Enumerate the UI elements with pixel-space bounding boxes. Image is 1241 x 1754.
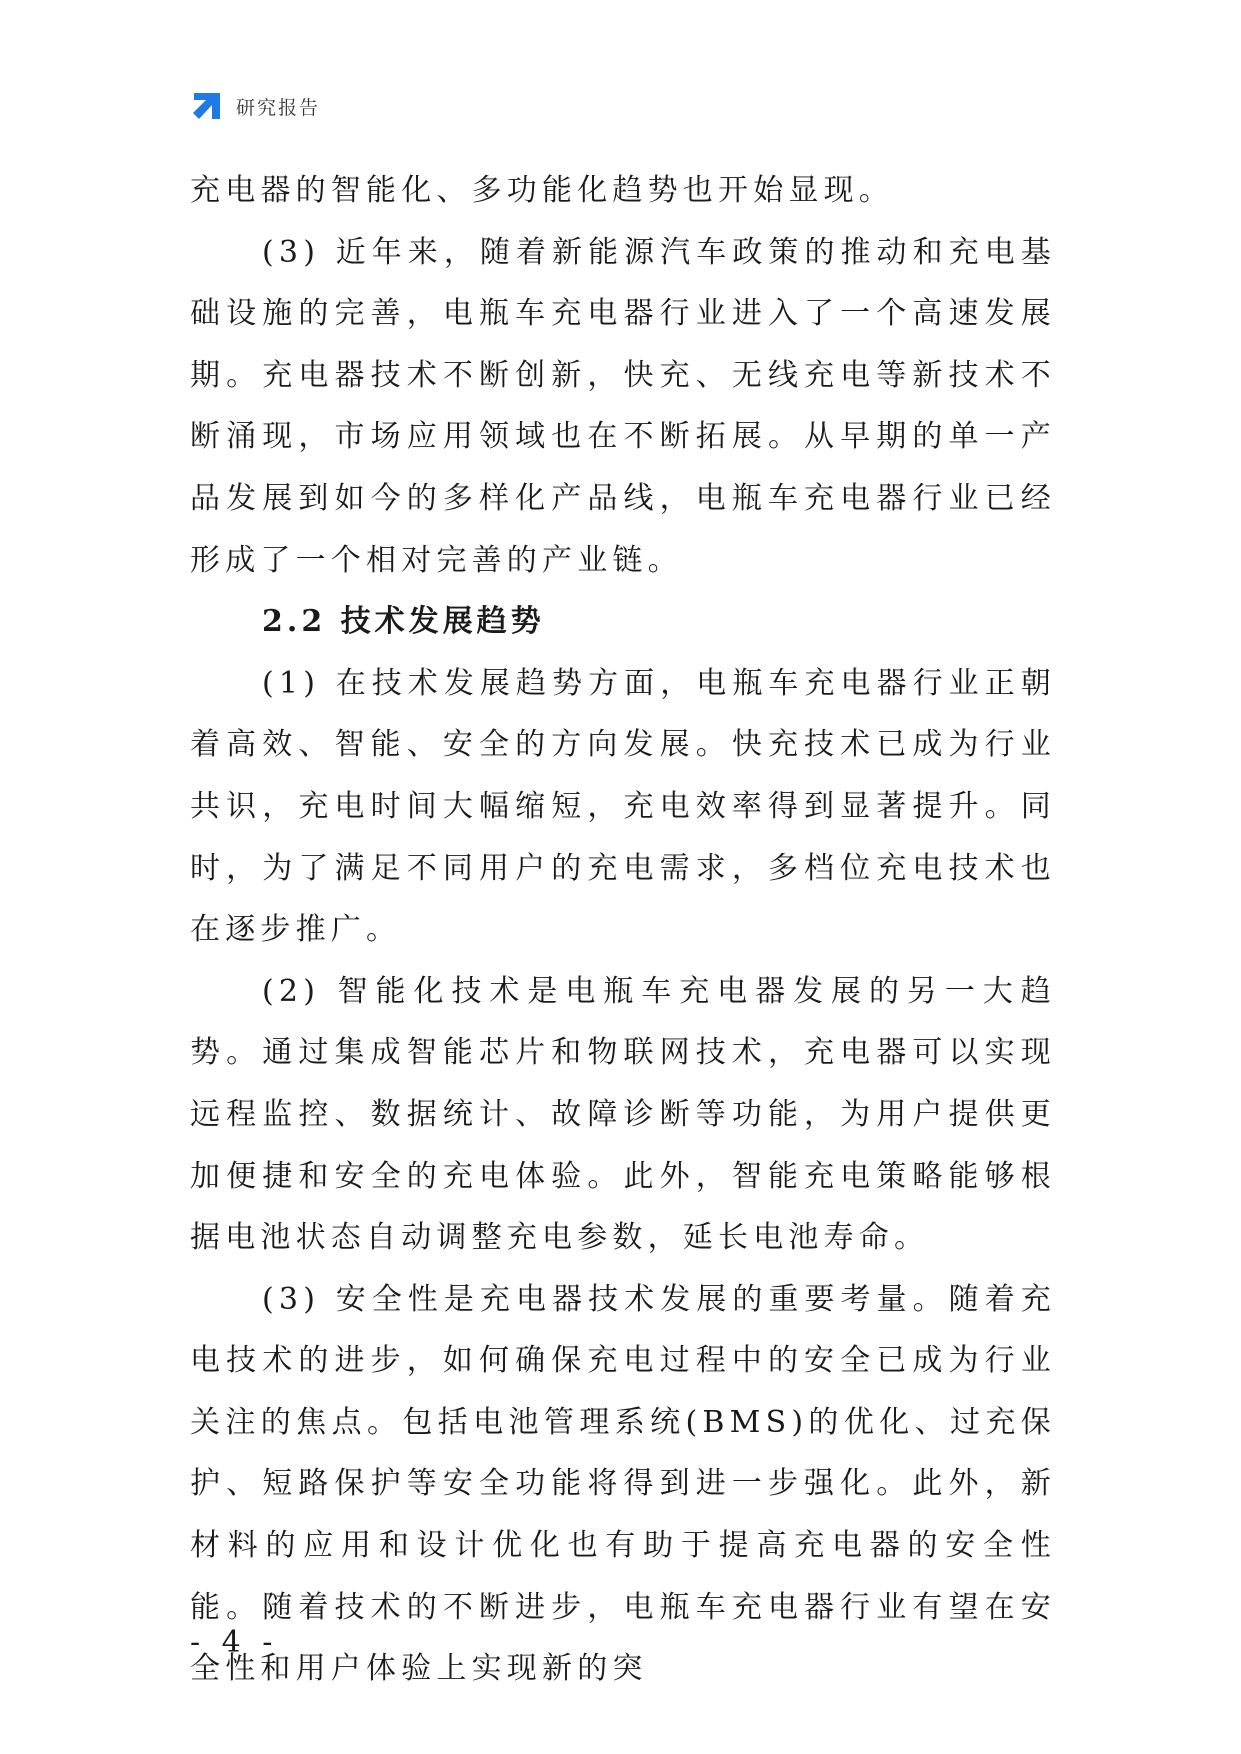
- section-heading-2-2: 2.2 技术发展趋势: [262, 604, 545, 640]
- paragraph-2-intelligence: (2) 智能化技术是电瓶车充电器发展的另一大趋势。通过集成智能芯片和物联网技术，充电器可以实现远程监控、数据统计、故障诊断等功能，为用户提供更加便捷和安全的充电体验。此外，智能充电策略能够根据电池状态自动调整充电参数，延长电池寿命。: [190, 973, 1056, 1256]
- paragraph-continuation: 充电器的智能化、多功能化趋势也开始显现。: [190, 173, 894, 208]
- header-title: 研究报告: [236, 96, 321, 119]
- paragraph-3-safety: (3) 安全性是充电器技术发展的重要考量。随着充电技术的进步，如何确保充电过程中的安全已成为行业关注的焦点。包括电池管理系统(BMS)的优化、过充保护、短路保护等安全功能将得到进一步强化。此外，新材料的应用和设计优化也有助于提高充电器的安全性能。随着技术的不断进步，电瓶车充电器行业有望在安全性和用户体验上实现新的突: [190, 1281, 1056, 1687]
- paragraph-1-tech-trends: (1) 在技术发展趋势方面，电瓶车充电器行业正朝着高效、智能、安全的方向发展。快充技术已成为行业共识，充电时间大幅缩短，充电效率得到显著提升。同时，为了满足不同用户的充电需求，多档位充电技术也在逐步推广。: [190, 665, 1056, 948]
- arrow-up-right-icon: [190, 89, 224, 123]
- page-number: - 4 -: [190, 1625, 279, 1660]
- report-header: [190, 88, 320, 124]
- document-body: [190, 160, 1056, 1700]
- paragraph-3-industry-growth: (3) 近年来，随着新能源汽车政策的推动和充电基础设施的完善，电瓶车充电器行业进入了一个高速发展期。充电器技术不断创新，快充、无线充电等新技术不断涌现，市场应用领域也在不断拓展。从早期的单一产品发展到如今的多样化产品线，电瓶车充电器行业已经形成了一个相对完善的产业链。: [190, 234, 1056, 578]
